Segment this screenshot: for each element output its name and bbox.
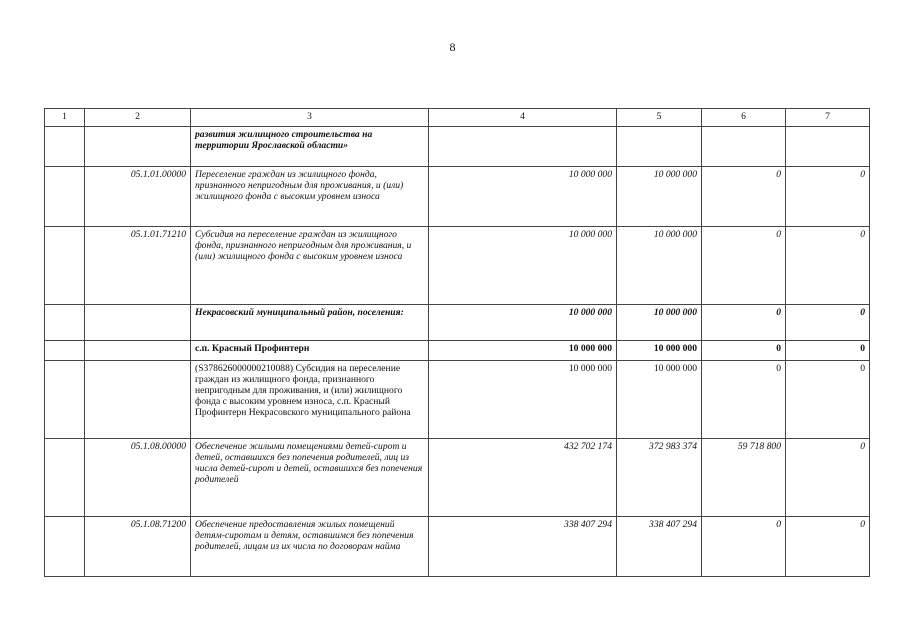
col-header-1: 1: [45, 109, 85, 127]
cell-col6: 0: [702, 361, 786, 439]
cell-name: (S378626000000210088) Субсидия на переселение граждан из жилищного фонда, признанного непригодным для проживания, и (или) жилищного фонда с высоким уровнем износа, с.п. Красный Профинтерн Некрасовского муниципального района: [191, 361, 429, 439]
cell-name: развития жилищного строительства на территории Ярославской области»: [191, 127, 429, 167]
table-row: [45, 167, 870, 227]
cell-col1: [45, 167, 85, 227]
cell-col5: [617, 127, 702, 167]
page-number: 8: [449, 40, 456, 54]
cell-col7: [786, 127, 870, 167]
cell-col6: [702, 127, 786, 167]
cell-col4: [429, 127, 617, 167]
cell-col6: 59 718 800: [702, 439, 786, 517]
table-row: [45, 227, 870, 305]
cell-code: [85, 305, 191, 341]
cell-col7: 0: [786, 341, 870, 361]
col-header-3: 3: [191, 109, 429, 127]
cell-code: [85, 341, 191, 361]
cell-col7: 0: [786, 167, 870, 227]
cell-code: [85, 127, 191, 167]
cell-col5: 10 000 000: [617, 305, 702, 341]
cell-col5: 338 407 294: [617, 517, 702, 577]
cell-col1: [45, 127, 85, 167]
col-header-4: 4: [429, 109, 617, 127]
table-row: [45, 517, 870, 577]
table-row: [45, 305, 870, 341]
cell-code: 05.1.01.00000: [85, 167, 191, 227]
cell-name: с.п. Красный Профинтерн: [191, 341, 429, 361]
cell-col1: [45, 227, 85, 305]
cell-code: 05.1.08.71200: [85, 517, 191, 577]
budget-table: [44, 108, 870, 577]
cell-name: Субсидия на переселение граждан из жилищного фонда, признанного непригодным для проживания, и (или) жилищного фонда с высоким уровнем износа: [191, 227, 429, 305]
table-body: [45, 127, 870, 577]
col-header-7: 7: [786, 109, 870, 127]
col-header-6: 6: [702, 109, 786, 127]
cell-code: 05.1.01.71210: [85, 227, 191, 305]
cell-col1: [45, 439, 85, 517]
cell-col5: 10 000 000: [617, 341, 702, 361]
cell-code: [85, 361, 191, 439]
cell-col6: 0: [702, 341, 786, 361]
cell-col7: 0: [786, 305, 870, 341]
cell-col1: [45, 361, 85, 439]
cell-col7: 0: [786, 439, 870, 517]
cell-col4: 10 000 000: [429, 227, 617, 305]
table-row: [45, 439, 870, 517]
cell-col4: 10 000 000: [429, 167, 617, 227]
cell-col5: 372 983 374: [617, 439, 702, 517]
table-row: [45, 127, 870, 167]
cell-col6: 0: [702, 167, 786, 227]
cell-col1: [45, 305, 85, 341]
col-header-2: 2: [85, 109, 191, 127]
cell-col7: 0: [786, 517, 870, 577]
cell-name: Переселение граждан из жилищного фонда, признанного непригодным для проживания, и (или) жилищного фонда с высоким уровнем износа: [191, 167, 429, 227]
cell-col4: 10 000 000: [429, 305, 617, 341]
cell-col1: [45, 517, 85, 577]
cell-col4: 10 000 000: [429, 341, 617, 361]
cell-name: Обеспечение предоставления жилых помещений детям-сиротам и детям, оставшимся без попечения родителей, лицам из их числа по договорам найма: [191, 517, 429, 577]
cell-col7: 0: [786, 227, 870, 305]
cell-col4: 432 702 174: [429, 439, 617, 517]
table-row: [45, 341, 870, 361]
cell-col5: 10 000 000: [617, 167, 702, 227]
table-row: [45, 361, 870, 439]
cell-col1: [45, 341, 85, 361]
cell-col6: 0: [702, 305, 786, 341]
cell-name: Некрасовский муниципальный район, поселения:: [191, 305, 429, 341]
cell-col6: 0: [702, 517, 786, 577]
cell-code: 05.1.08.00000: [85, 439, 191, 517]
cell-col7: 0: [786, 361, 870, 439]
cell-col6: 0: [702, 227, 786, 305]
cell-name: Обеспечение жилыми помещениями детей-сирот и детей, оставшихся без попечения родителей, лиц из числа детей-сирот и детей, оставшихся без попечения родителей: [191, 439, 429, 517]
cell-col5: 10 000 000: [617, 227, 702, 305]
column-number-header: [45, 109, 870, 127]
cell-col5: 10 000 000: [617, 361, 702, 439]
col-header-5: 5: [617, 109, 702, 127]
cell-col4: 10 000 000: [429, 361, 617, 439]
cell-col4: 338 407 294: [429, 517, 617, 577]
